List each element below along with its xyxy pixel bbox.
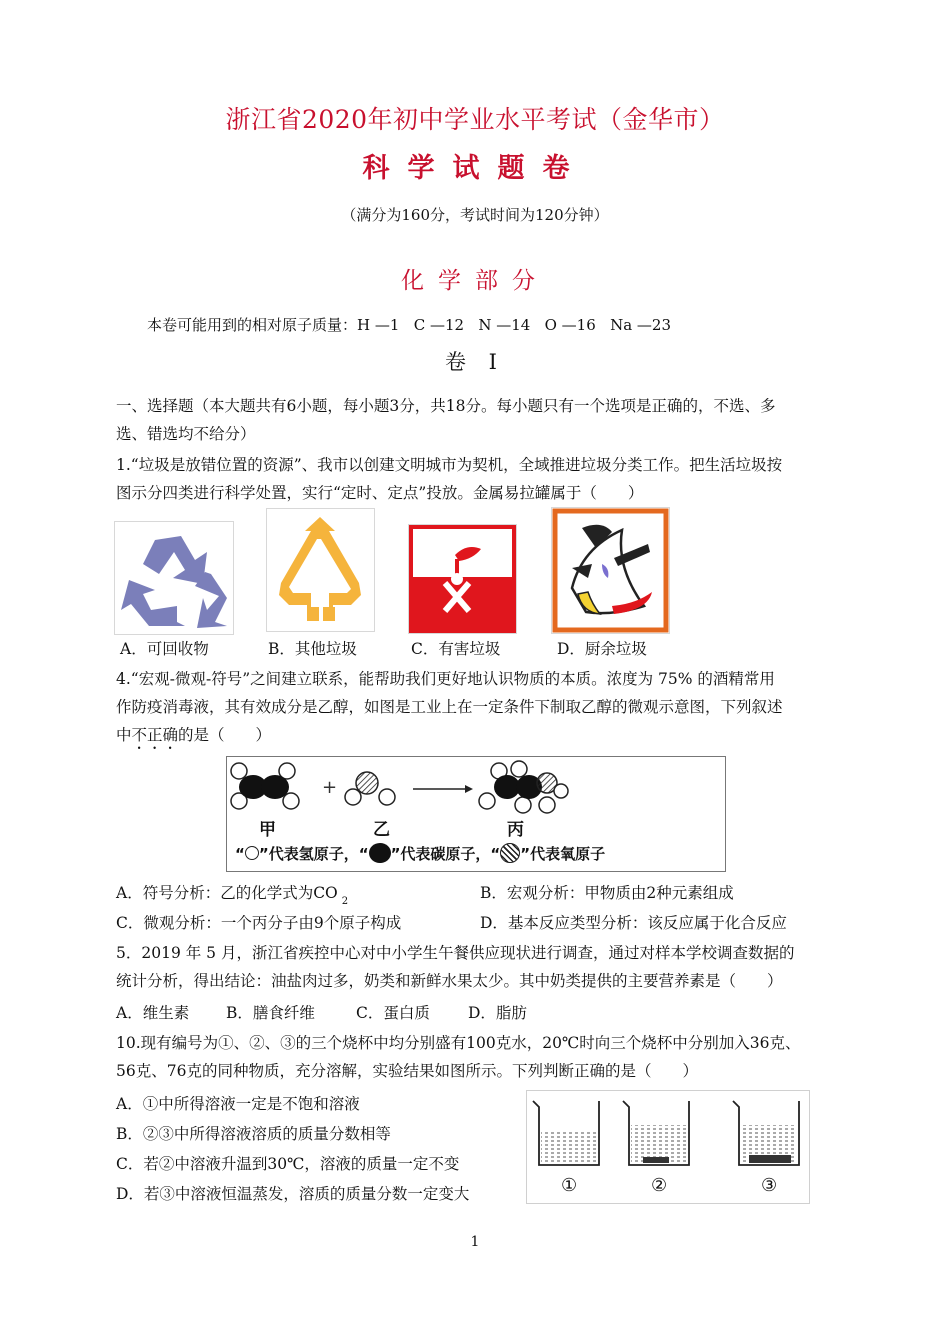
q1-line1: 1.“垃圾是放错位置的资源”、我市以创建文明城市为契机，全域推进垃圾分类工作。把生活垃圾按 [116, 456, 783, 474]
beaker-3 [733, 1101, 799, 1165]
beakers-drawing [527, 1091, 809, 1171]
molecule-yi [345, 772, 395, 805]
q10-option-b[interactable]: B．②③中所得溶液溶质的质量分数相等 [116, 1125, 391, 1143]
section-title: 化学部分 [401, 268, 549, 294]
q4-option-a[interactable]: A．符号分析：乙的化学式为CO $_2$ [116, 884, 349, 907]
q5-option-a[interactable]: A．维生素 [116, 1004, 190, 1022]
q1-line2: 图示分四类进行科学处置，实行“定时、定点”投放。金属易拉罐属于（ ） [116, 484, 644, 502]
q4-option-b[interactable]: B．宏观分析：甲物质由2种元素组成 [480, 884, 734, 902]
beaker-label-3: ③ [761, 1175, 778, 1196]
q10-line1: 10.现有编号为①、②、③的三个烧杯中均分别盛有100克水，20℃时向三个烧杯中分别加入36克、 [116, 1034, 801, 1052]
q10-line2: 56克、76克的同种物质，充分溶解，实验结果如图所示。下列判断正确的是（ ） [116, 1062, 698, 1080]
question-10 [116, 1029, 841, 1085]
q1-option-a[interactable]: A．可回收物 [120, 640, 209, 658]
label-yi: 乙 [373, 820, 390, 840]
q4-option-c[interactable]: C．微观分析：一个丙分子由9个原子构成 [116, 914, 402, 932]
molecule-diagram [227, 757, 725, 837]
molecule-jia [231, 763, 299, 809]
page-number: 1 [470, 1234, 480, 1250]
question-1 [116, 451, 841, 507]
q5-option-c[interactable]: C．蛋白质 [356, 1004, 430, 1022]
q10-option-a[interactable]: A．①中所得溶液一定是不饱和溶液 [116, 1095, 360, 1113]
q4-line3: 中不正确的是（ ） [116, 726, 272, 744]
label-bing: 丙 [507, 820, 524, 840]
atomic-masses: 本卷可能用到的相对原子质量：H —1 C —12 N —14 O —16 Na —23 [147, 316, 671, 334]
recycle-icon [114, 521, 234, 635]
q10-option-d[interactable]: D．若③中溶液恒温蒸发，溶质的质量分数一定变大 [116, 1185, 470, 1203]
intro-line1: 一、选择题（本大题共有6小题，每小题3分，共18分。每小题只有一个选项是正确的，不选、多 [116, 397, 776, 415]
label-jia: 甲 [259, 820, 276, 840]
kitchen-waste-icon [551, 507, 670, 634]
question-5 [116, 939, 841, 995]
carbon-atom-icon [369, 843, 391, 863]
emphasis-not-correct: 不正确 [131, 726, 179, 744]
exam-subtitle: 科学试题卷 [362, 153, 588, 184]
q4-line1: 4.“宏观-微观-符号”之间建立联系，能帮助我们更好地认识物质的本质。浓度为 75% 的酒精常用 [116, 670, 775, 688]
exam-note: （满分为160分，考试时间为120分钟） [341, 206, 609, 224]
q4-line2: 作防疫消毒液，其有效成分是乙醇，如图是工业上在一定条件下制取乙醇的微观示意图，下列叙述 [116, 698, 783, 716]
volume-title: 卷 I [445, 350, 505, 374]
q4-option-d[interactable]: D．基本反应类型分析：该反应属于化合反应 [480, 914, 787, 932]
subscript-2: 2 [341, 896, 349, 907]
q5-option-b[interactable]: B．膳食纤维 [226, 1004, 315, 1022]
exam-title: 浙江省2020年初中学业水平考试（金华市） [225, 105, 725, 134]
intro-line2: 选、错选均不给分） [116, 425, 256, 443]
question-4 [116, 665, 841, 753]
reaction-diagram [226, 756, 726, 872]
other-waste-icon [266, 508, 375, 632]
hydrogen-atom-icon [245, 846, 259, 860]
oxygen-atom-icon [500, 843, 520, 863]
beaker-label-1: ① [561, 1175, 578, 1196]
molecule-bing [479, 761, 568, 813]
atom-legend: “ ”代表氢原子，“ ”代表碳原子，“ ”代表氧原子 [235, 845, 606, 863]
beakers-figure [526, 1090, 810, 1204]
section-intro [116, 392, 841, 448]
q5-line2: 统计分析，得出结论：油盐肉过多，奶类和新鲜水果太少。其中奶类提供的主要营养素是（ ） [116, 972, 783, 990]
q10-option-c[interactable]: C．若②中溶液升温到30℃，溶液的质量一定不变 [116, 1155, 460, 1173]
plus-sign: + [322, 777, 338, 798]
hazardous-waste-icon [408, 524, 517, 634]
beaker-1 [533, 1101, 599, 1165]
beaker-2 [623, 1101, 689, 1165]
q1-option-b[interactable]: B．其他垃圾 [268, 640, 357, 658]
q5-option-d[interactable]: D．脂肪 [468, 1004, 527, 1022]
beaker-label-2: ② [651, 1175, 668, 1196]
q5-line1: 5．2019 年 5 月，浙江省疾控中心对中小学生午餐供应现状进行调查，通过对样本学校调查数据的 [116, 944, 795, 962]
q1-option-d[interactable]: D．厨余垃圾 [557, 640, 647, 658]
q1-option-c[interactable]: C．有害垃圾 [411, 640, 501, 658]
